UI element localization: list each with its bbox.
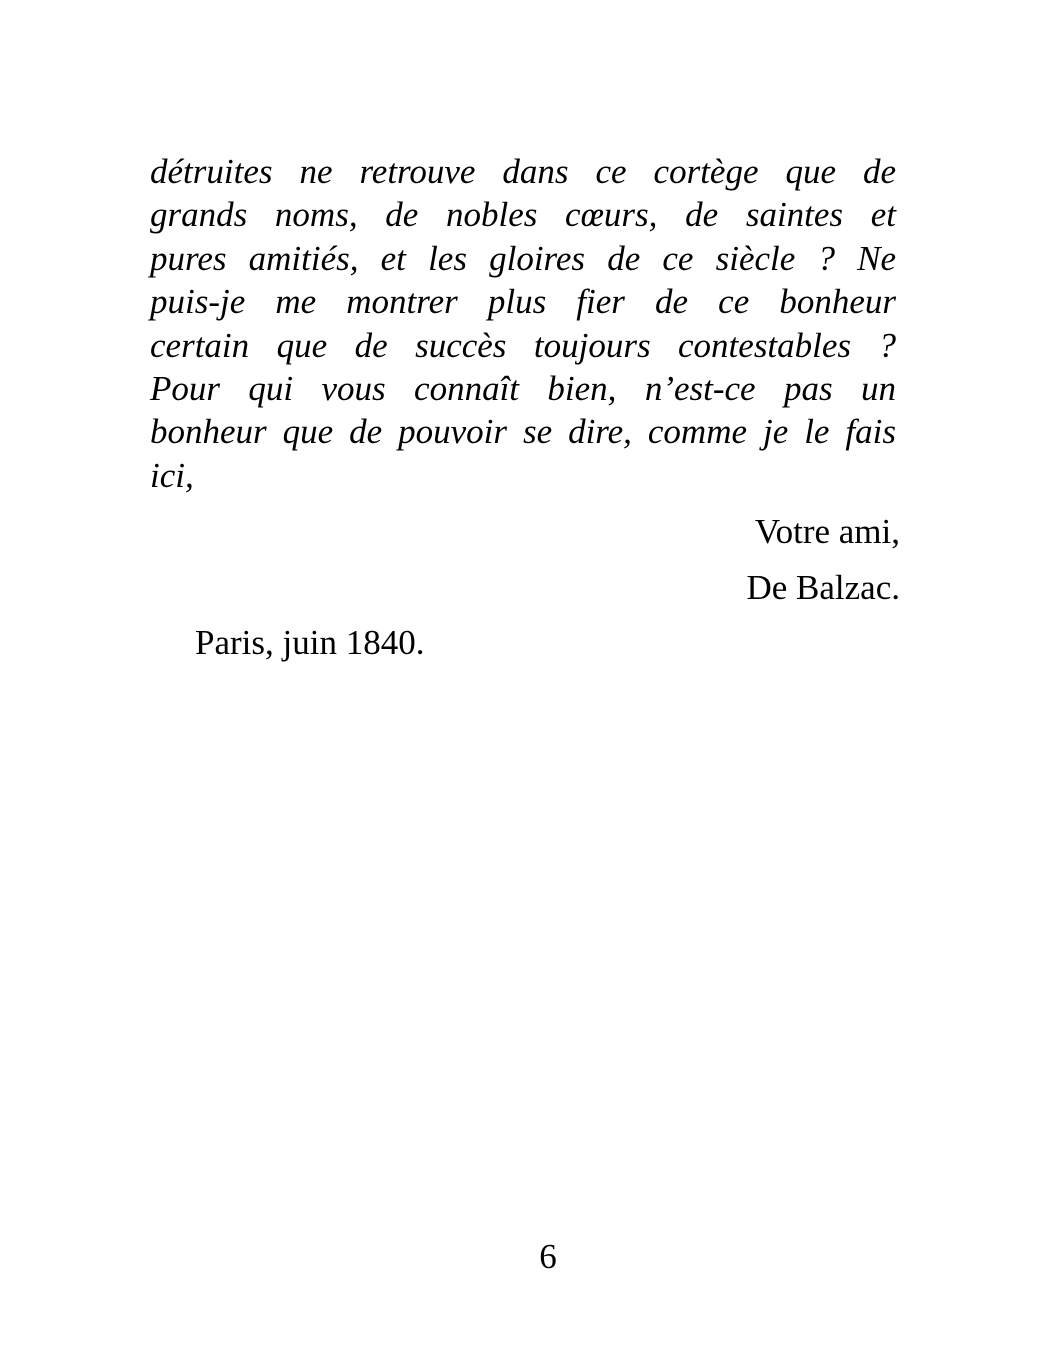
paragraph-line: certain que de succès toujours contestables ? <box>150 325 896 365</box>
page-number: 6 <box>539 1237 557 1276</box>
place-date: Paris, juin 1840. <box>195 623 425 662</box>
paragraph-line: pures amitiés, et les gloires de ce siècle ? Ne <box>150 238 896 278</box>
paragraph-line: puis-je me montrer plus fier de ce bonheur <box>150 282 896 322</box>
paragraph-line: bonheur que de pouvoir se dire, comme je le fais <box>150 412 896 452</box>
paragraph-line: ici, <box>150 455 194 495</box>
signature: De Balzac. <box>746 568 900 607</box>
paragraph-line: détruites ne retrouve dans ce cortège que de <box>150 152 896 191</box>
paragraph-line: Pour qui vous connaît bien, n’est-ce pas un <box>150 368 896 408</box>
body-paragraph <box>150 150 896 497</box>
closing-salutation: Votre ami, <box>754 512 900 551</box>
paragraph-line: grands noms, de nobles cœurs, de saintes et <box>150 195 896 235</box>
